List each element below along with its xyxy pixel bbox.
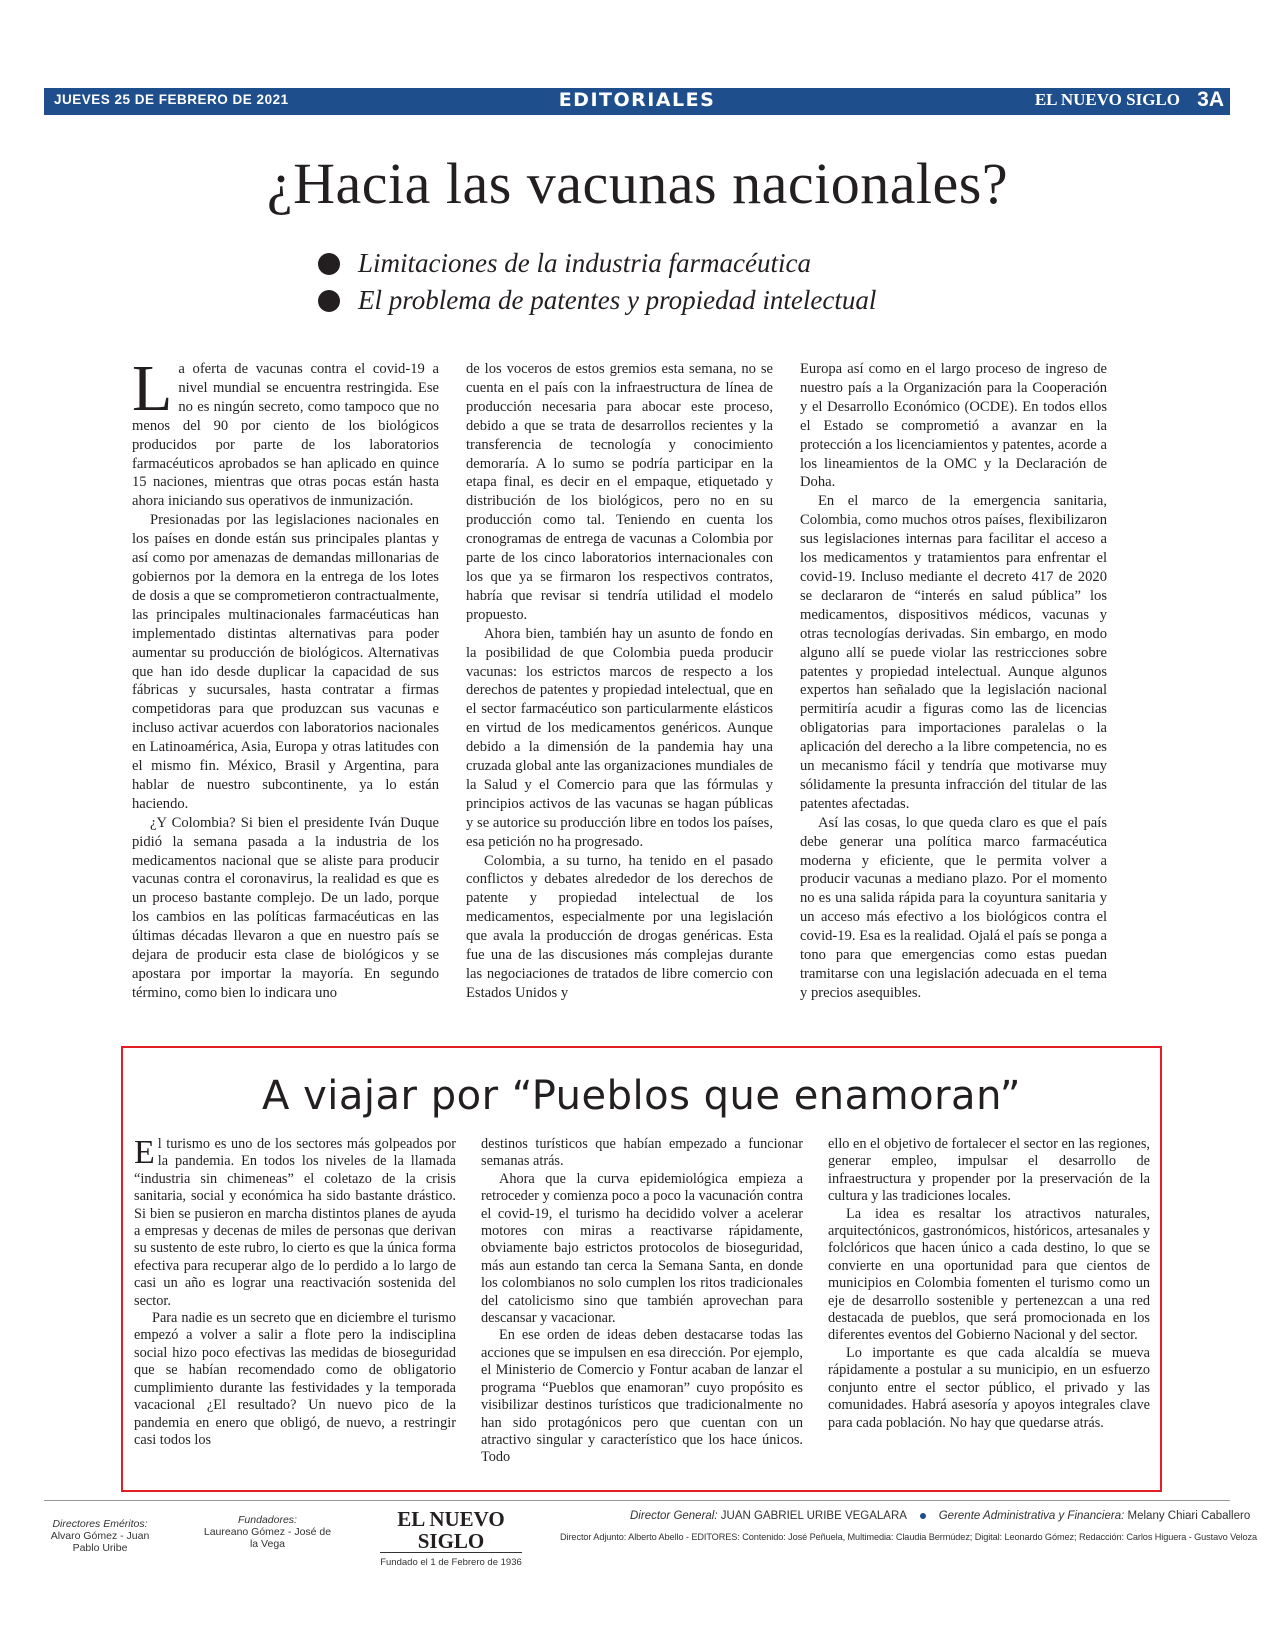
gm-label: Director General: — [630, 1510, 718, 1522]
editorial-2-title: A viajar por “Pueblos que enamoran” — [262, 1073, 1021, 1119]
column-1 — [134, 1136, 456, 1481]
paragraph: de los voceros de estos gremios esta semana, no se cuenta en el país con la infraestructura de línea de producción necesaria para abocar este proceso, debido a que se trata de desarrollos recientes y la transferencia de tecnología y conocimiento demoraría. A lo sumo se podría participar en la etapa final, es decir en el empaque, etiquetado y distribución de los biológicos, pero no en su producción como tal. Teniendo en cuenta los cronogramas de entrega de vacunas a Colombia por parte de los cinco laboratorios internacionales con los que ya se firmaron los respectivos contratos, habría que revisar si tendría utilidad el modelo propuesto. — [466, 361, 773, 623]
management-line — [630, 1510, 1250, 1522]
founders-names: Laureano Gómez - José de la Vega — [203, 1526, 332, 1550]
editorial-1-body — [132, 352, 1107, 1038]
editorial-1-title: ¿Hacia las vacunas nacionales? — [266, 151, 1009, 216]
paragraph: El turismo es uno de los sectores más golpeados por la pandemia. En todos los niveles de la llamada “industria sin chimeneas” el coletazo de la crisis sanitaria, social y económica ha sido bastante drástico. Si bien se pusieron en marcha distintos planes de ayuda a empresas y decenas de miles de personas que derivan su sustento de este rubro, lo cierto es que la única forma efectiva para recuperar algo de lo perdido a lo largo de casi un año es lograr una reactivación sostenida del sector. — [134, 1134, 456, 1309]
drop-cap: L — [132, 352, 173, 425]
footer-divider — [44, 1500, 1230, 1501]
paragraph: En ese orden de ideas deben destacarse todas las acciones que se impulsen en esa dirección. Por ejemplo, el Ministerio de Comercio y Fontur acaban de lanzar el programa “Pueblos que enamoran” cuyo propósito es visibilizar destinos turísticos que tradicionalmente no han sido protagónicos pero que cuentan con un atractivo singular y característico que los hace únicos. Todo — [481, 1327, 803, 1466]
paragraph: La oferta de vacunas contra el covid-19 a nivel mundial se encuentra restringida. Ese no es ningún secreto, como tampoco que no menos del 90 por ciento de los biológicos producidos por parte de los laboratorios farmacéuticos aprobados se han aplicado en quince 15 naciones, mientras que otras pocas están hasta ahora iniciando sus operativos de inmunización. — [132, 352, 439, 510]
paragraph: destinos turísticos que habían empezado a funcionar semanas atrás. — [481, 1136, 803, 1170]
gm-name: JUAN GABRIEL URIBE VEGALARA — [720, 1510, 907, 1522]
paragraph: Presionadas por las legislaciones nacionales en los países en donde están sus principales plantas y así como por amenazas de demandas millonarias de gobiernos por la demora en la entrega de los lotes de dosis a que se comprometieron contractualmente, las principales multinacionales farmacéuticas han implementado distintas alternativas para poder aumentar su producción de biológicos. Alternativas que han ido desde duplicar la capacidad de sus fábricas y sucursales, hasta contratar a firmas competidoras para que produzcan sus vacunas e incluso activar acuerdos con laboratorios nacionales en Latinoamérica, Asia, Europa y otras latitudes con el mismo fin. México, Brasil y Argentina, para hablar de nuestro subcontinente, ya lo están haciendo. — [132, 512, 439, 812]
summary-item — [318, 282, 876, 319]
page-header-bar — [44, 88, 1230, 115]
column-2 — [466, 360, 773, 1038]
editorial-2-body — [134, 1136, 1150, 1481]
paragraph: Ahora bien, también hay un asunto de fondo en la posibilidad de que Colombia pueda producir vacunas: los estrictos marcos de respecto a los derechos de patentes y propiedad intelectual, que en el sector farmacéutico son particularmente elásticos en virtud de los medicamentos genéricos. Aunque debido a la dimensión de la pandemia hay una cruzada global ante las organizaciones mundiales de la Salud y el Comercio para que las fórmulas y principios activos de las vacunas se hagan públicas y se autorice su producción libre en todos los países, esa petición no ha progresado. — [466, 625, 773, 850]
emeritus-label: Directores Eméritos: — [52, 1518, 148, 1530]
summary-text: El problema de patentes y propiedad intelectual — [358, 285, 877, 315]
paragraph: Ahora que la curva epidemiológica empieza a retroceder y comienza poco a poco la vacunación contra el covid-19, el turismo ha decidido volver a acelerar motores con miras a reactivarse rápidamente, obviamente bajo estrictos protocolos de bioseguridad, más aun estando tan cerca la Semana Santa, en donde los colombianos no solo cumplen los ritos tradicionales del catolicismo sino que también aprovechan para descansar y vacacionar. — [481, 1170, 803, 1327]
emeritus-directors — [40, 1518, 160, 1554]
column-3 — [800, 360, 1107, 1038]
founders — [200, 1514, 335, 1550]
newspaper-logo — [380, 1508, 522, 1568]
emeritus-names: Alvaro Gómez - Juan Pablo Uribe — [50, 1530, 150, 1554]
founders-label: Fundadores: — [238, 1514, 297, 1526]
paragraph: Colombia, a su turno, ha tenido en el pasado conflictos y debates alrededor de los derechos de patente y propiedad intelectual de los medicamentos, especialmente por una legislación que avala la producción de drogas genéricas. Esta fue una de las discusiones más complejas durante las negociaciones de tratados de libre comercio con Estados Unidos y — [466, 852, 773, 1001]
founded-date: Fundado el 1 de Febrero de 1936 — [380, 1557, 522, 1568]
issue-date: JUEVES 25 DE FEBRERO DE 2021 — [54, 92, 289, 107]
paragraph: Europa así como en el largo proceso de ingreso de nuestro país a la Organización para la Cooperación y el Desarrollo Económico (OCDE). En todos ellos el Estado se comprometió a avanzar en la protección a los licenciamientos y patentes, acorde a los lineamientos de la OMC y la Declaración de Doha. — [800, 361, 1107, 491]
column-3 — [828, 1136, 1150, 1481]
separator-dot-icon — [920, 1513, 926, 1519]
admin-name: Melany Chiari Caballero — [1127, 1510, 1251, 1522]
column-1 — [132, 352, 439, 1038]
logo-text: EL NUEVO SIGLO — [380, 1508, 522, 1553]
paragraph: ello en el objetivo de fortalecer el sector en las regiones, generar empleo, impulsar el desarrollo de infraestructura y propender por la preservación de la cultura y las tradiciones locales. — [828, 1136, 1150, 1205]
page-number: 3A — [1197, 88, 1224, 111]
summary-item — [318, 245, 876, 282]
editors-line: Director Adjunto: Alberto Abello - EDITORES: Contenido: José Peñuela, Multimedia: Claudia Bermúdez; Digital: Leonardo Gómez; Redacción: Carlos Higuera - Gustavo Veloza — [560, 1532, 1258, 1542]
editorial-1-summary — [318, 245, 876, 319]
paragraph: En el marco de la emergencia sanitaria, Colombia, como muchos otros países, flexibilizaron sus legislaciones internas para facilitar el acceso a los medicamentos y tratamientos para enfrentar el covid-19. Incluso mediante el decreto 417 de 2020 se declararon de “interés en salud pública” los medicamentos, dispositivos médicos, vacunas y otras tecnologías derivadas. Sin embargo, en modo alguno allí se puede violar las restricciones sobre patentes y propiedad intelectual. Aunque algunos expertos han señalado que la legislación nacional permitiría acudir a figuras como las de licencias obligatorias para importaciones paralelas o la aplicación del derecho a la libre competencia, no es un mecanismo fácil y tendría que motivarse muy sólidamente la presunta infracción del titular de las patentes afectadas. — [800, 493, 1107, 812]
bullet-icon — [318, 253, 340, 275]
column-2 — [481, 1136, 803, 1481]
admin-label: Gerente Administrativa y Financiera: — [938, 1510, 1125, 1522]
paragraph: Así las cosas, lo que queda claro es que el país debe generar una política marco farmacéutica moderna y eficiente, que le permita volver a producir vacunas a mediano plazo. Por el momento no es una salida rápida para la coyuntura sanitaria y un acceso más efectivo a los biológicos contra el covid-19. Esa es la realidad. Ojalá el país se ponga a tono para que emergencias como estas puedan tramitarse con una legislación adecuada en el tema y precios asequibles. — [800, 814, 1107, 1001]
paragraph: Para nadie es un secreto que en diciembre el turismo empezó a volver a salir a flote pero la indisciplina social hizo poco efectivas las medidas de bioseguridad que se habían recomendado como de obligatorio cumplimiento durante las festividades y la temporada vacacional ¿El resultado? Un nuevo pico de la pandemia en enero que obligó, de nuevo, a restringir casi todos los — [134, 1310, 456, 1448]
summary-text: Limitaciones de la industria farmacéutica — [358, 248, 811, 278]
bullet-icon — [318, 290, 340, 312]
section-title: EDITORIALES — [558, 89, 716, 111]
drop-cap: E — [134, 1134, 155, 1171]
paragraph: Lo importante es que cada alcaldía se mueva rápidamente a postular a su municipio, en un esfuerzo conjunto entre el sector público, el privado y las comunidades. Habrá asesoría y apoyos integrales clave para cada población. No hay que quedarse atrás. — [828, 1344, 1150, 1431]
newspaper-name: EL NUEVO SIGLO — [1034, 90, 1180, 109]
paragraph: La idea es resaltar los atractivos naturales, arquitectónicos, gastronómicos, históricos, artesanales y folclóricos que hacen único a cada destino, lo que se convierte en una oportunidad para que cientos de municipios en Colombia fomenten el turismo como un eje de desarrollo sostenible y pertenezcan a una red destacada de pueblos, que será promocionada en los diferentes eventos del Gobierno Nacional y del sector. — [828, 1205, 1150, 1344]
paragraph: ¿Y Colombia? Si bien el presidente Iván Duque pidió la semana pasada a la industria de los medicamentos nacional que se aliste para producir vacunas contra el coronavirus, la realidad es que es un proceso bastante complejo. De un lado, porque los cambios en las políticas farmacéuticas en las últimas décadas llevaron a que en nuestro país se dejara de producir esta clase de biológicos y se apostara por importar la mayoría. En segundo término, como bien lo indicara uno — [132, 814, 439, 1001]
